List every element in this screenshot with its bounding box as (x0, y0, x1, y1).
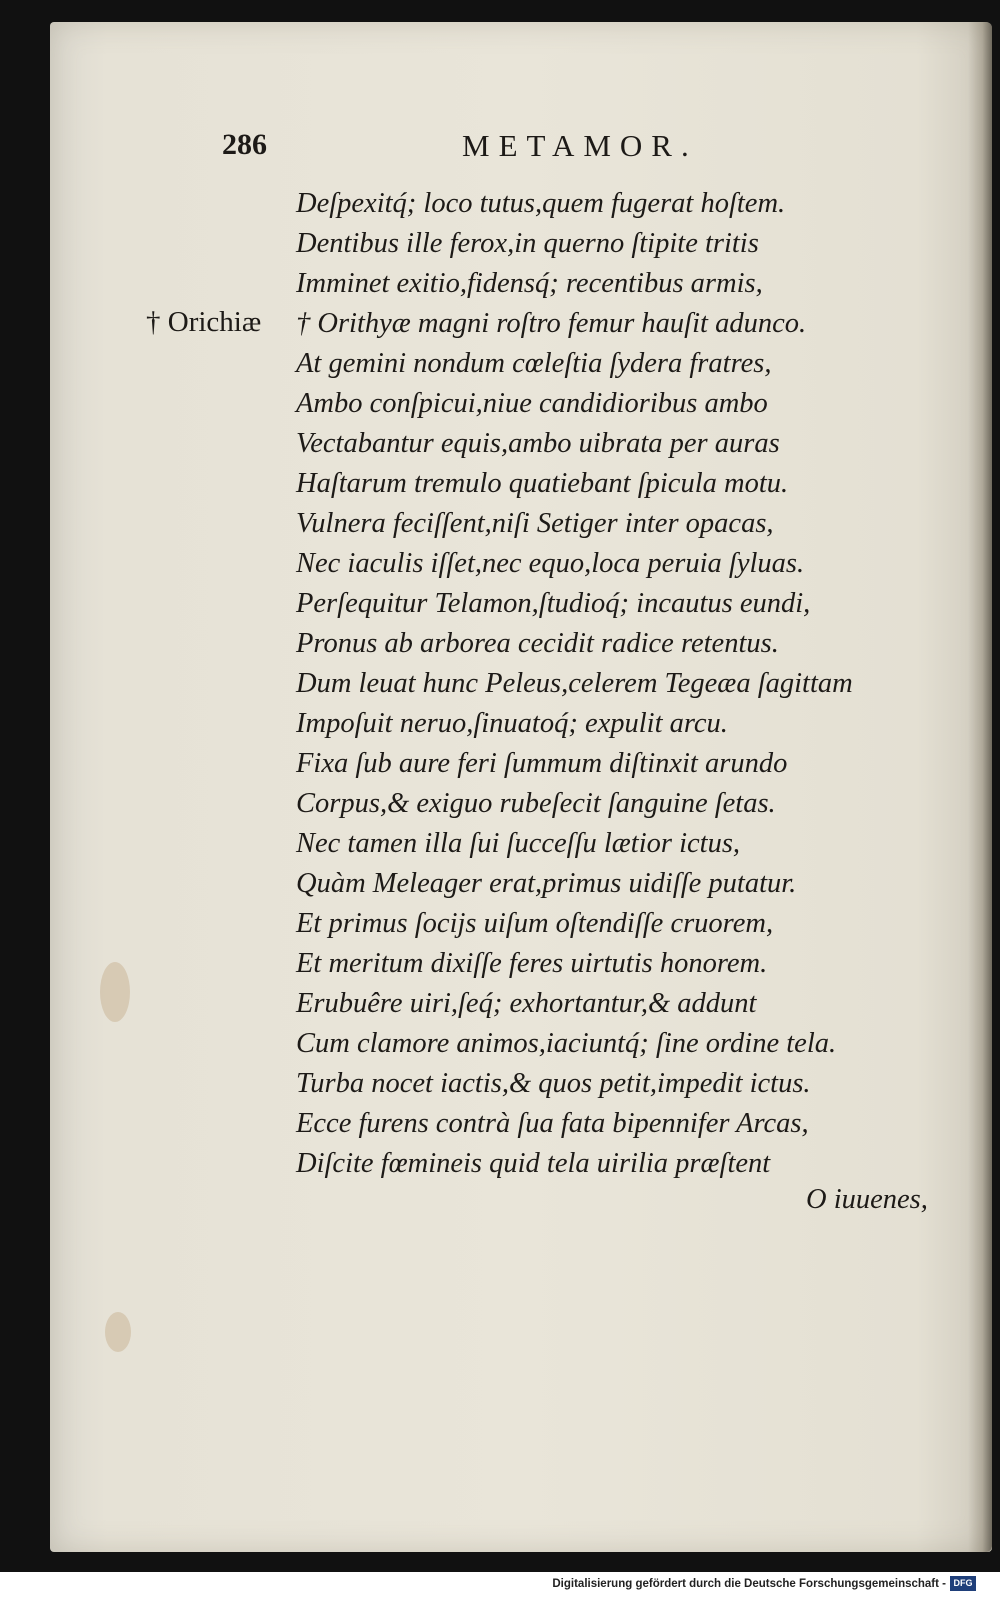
verse-line: Ecce furens contrà ſua fata bipennifer Arcas, (296, 1108, 809, 1139)
verse-line: Vulnera feciſſent,niſi Setiger inter opacas, (296, 508, 774, 539)
verse-line: Dentibus ille ferox,in querno ſtipite tritis (296, 228, 759, 259)
dfg-logo: DFG (950, 1576, 976, 1591)
verse-line: Cum clamore animos,iaciuntq́; ſine ordine tela. (296, 1028, 837, 1059)
verse-line: Dum leuat hunc Peleus,celerem Tegeæa ſagittam (296, 668, 853, 699)
page-number: 286 (222, 128, 267, 161)
verse-line: Deſpexitq́; loco tutus,quem fugerat hoſtem. (296, 188, 786, 219)
margin-note: † Orichiæ (146, 306, 262, 338)
verse-line: Nec tamen illa ſui ſucceſſu lætior ictus, (296, 828, 741, 859)
verse-line: At gemini nondum cœleſtia ſydera fratres, (296, 348, 772, 379)
verse-line: Fixa ſub aure feri ſummum diſtinxit arundo (296, 748, 788, 779)
verse-line: Pronus ab arborea cecidit radice retentus. (296, 628, 779, 659)
page-stain (100, 962, 130, 1022)
verse-line: Ambo conſpicui,niue candidioribus ambo (296, 388, 768, 419)
verse-line: Quàm Meleager erat,primus uidiſſe putatur. (296, 868, 797, 899)
verse-line: Imminet exitio,fidensq́; recentibus armis, (296, 268, 763, 299)
verse-line: Haſtarum tremulo quatiebant ſpicula motu. (296, 468, 789, 499)
page-edge-shadow (968, 22, 992, 1552)
page-stain (105, 1312, 131, 1352)
verse-line: Et meritum dixiſſe feres uirtutis honorem. (296, 948, 768, 979)
verse-line: † Orithyæ magni roſtro femur hauſit adunco. (296, 308, 807, 339)
verse-line: Erubuêre uiri,ſeq́; exhortantur,& addunt (296, 988, 757, 1019)
verse-line: Corpus,& exiguo rubeſecit ſanguine ſetas. (296, 788, 776, 819)
verse-line: Impoſuit neruo,ſinuatoq́; expulit arcu. (296, 708, 728, 739)
verse-line: Diſcite fœmineis quid tela uirilia præſtent (296, 1148, 771, 1179)
verse-line: Vectabantur equis,ambo uibrata per auras (296, 428, 780, 459)
verse-line: Perſequitur Telamon,ſtudioq́; incautus eundi, (296, 588, 811, 619)
verse-line: Et primus ſocijs uiſum oſtendiſſe cruorem, (296, 908, 774, 939)
catchword: O iuuenes, (806, 1184, 928, 1215)
verse-block (296, 184, 896, 1184)
verse-line: Turba nocet iactis,& quos petit,impedit ictus. (296, 1068, 811, 1099)
verse-line: Nec iaculis iſſet,nec equo,loca peruia ſyluas. (296, 548, 805, 579)
running-head: METAMOR. (462, 128, 698, 163)
funding-credit: Digitalisierung gefördert durch die Deutsche Forschungsgemeinschaft - (552, 1578, 946, 1590)
